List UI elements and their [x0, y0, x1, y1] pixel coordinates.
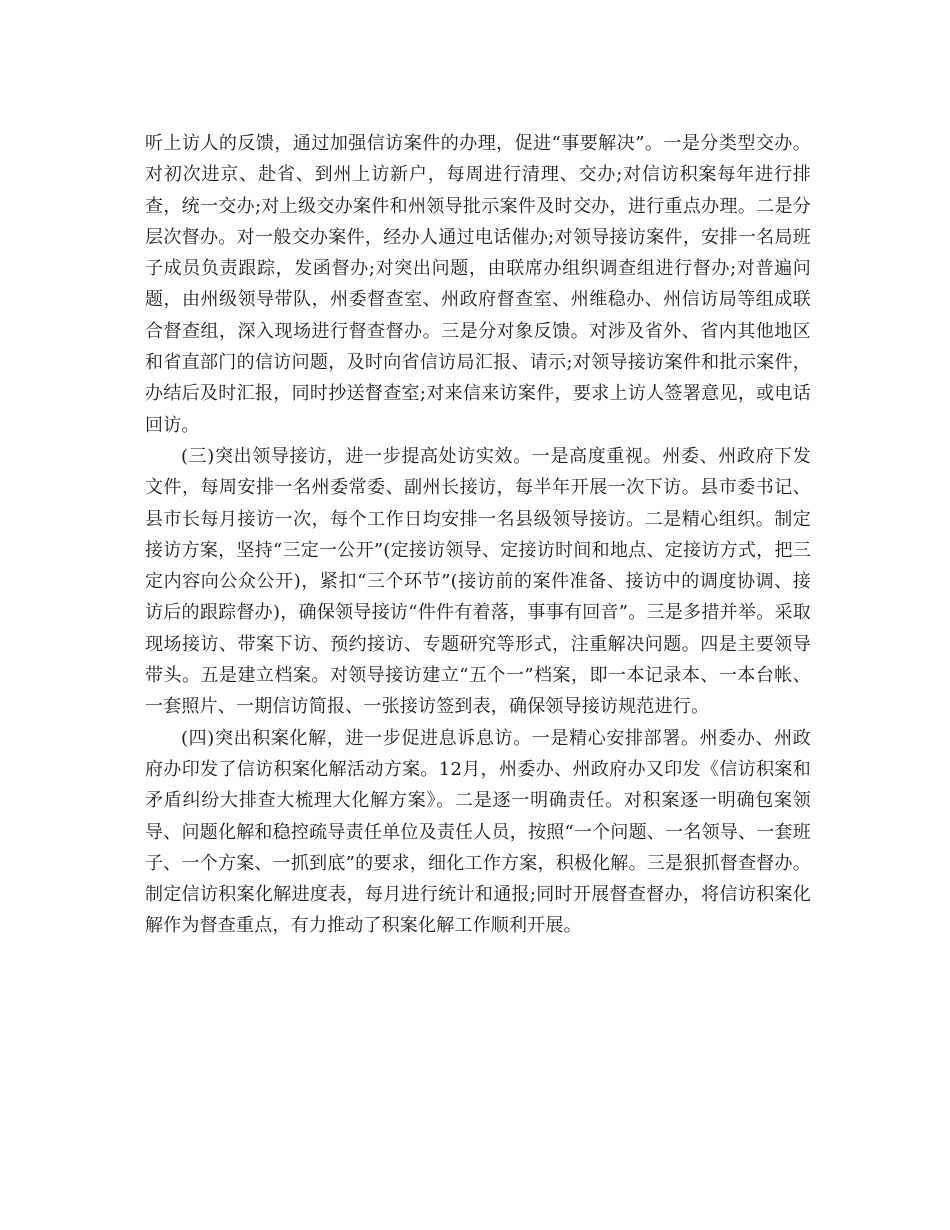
paragraph-2: (三)突出领导接访，进一步提高处访实效。一是高度重视。州委、州政府下发文件，每周安排一名州委常委、副州长接访，每半年开展一次下访。县市委书记、县市长每月接访一次，每个工作日均安排一名县级领导接访。二是精心组织。制定接访方案，坚持“三定一公开”(定接访领导、定接访时间和地点、定接访方式，把三定内容向公众公开)，紧扣“三个环节”(接访前的案件准备、接访中的调度协调、接访后的跟踪督办)，确保领导接访“件件有着落，事事有回音”。三是多措并举。采取现场接访、带案下访、预约接访、专题研究等形式，注重解决问题。四是主要领导带头。五是建立档案。对领导接访建立“五个一”档案，即一本记录本、一本台帐、一套照片、一期信访简报、一张接访签到表，确保领导接访规范进行。: [145, 445, 811, 718]
paragraph-1: 听上访人的反馈，通过加强信访案件的办理，促进“事要解决”。一是分类型交办。对初次进京、赴省、到州上访新户，每周进行清理、交办;对信访积案每年进行排查，统一交办;对上级交办案件和州领导批示案件及时交办，进行重点办理。二是分层次督办。对一般交办案件，经办人通过电话催办;对领导接访案件，安排一名局班子成员负责跟踪，发函督办;对突出问题，由联席办组织调查组进行督办;对普遍问题，由州级领导带队，州委督查室、州政府督查室、州维稳办、州信访局等组成联合督查组，深入现场进行督查督办。三是分对象反馈。对涉及省外、省内其他地区和省直部门的信访问题，及时向省信访局汇报、请示;对领导接访案件和批示案件，办结后及时汇报，同时抄送督查室;对来信来访案件，要求上访人签署意见，或电话回访。: [145, 133, 811, 436]
paragraph-3: (四)突出积案化解，进一步促进息诉息访。一是精心安排部署。州委办、州政府办印发了信访积案化解活动方案。12月，州委办、州政府办又印发《信访积案和矛盾纠纷大排查大梳理大化解方案》。二是逐一明确责任。对积案逐一明确包案领导、问题化解和稳控疏导责任单位及责任人员，按照“一个问题、一名领导、一套班子、一个方案、一抓到底”的要求，细化工作方案，积极化解。三是狠抓督查督办。制定信访积案化解进度表，每月进行统计和通报;同时开展督查督办，将信访积案化解作为督查重点，有力推动了积案化解工作顺利开展。: [145, 727, 811, 937]
document-page: [145, 128, 811, 942]
